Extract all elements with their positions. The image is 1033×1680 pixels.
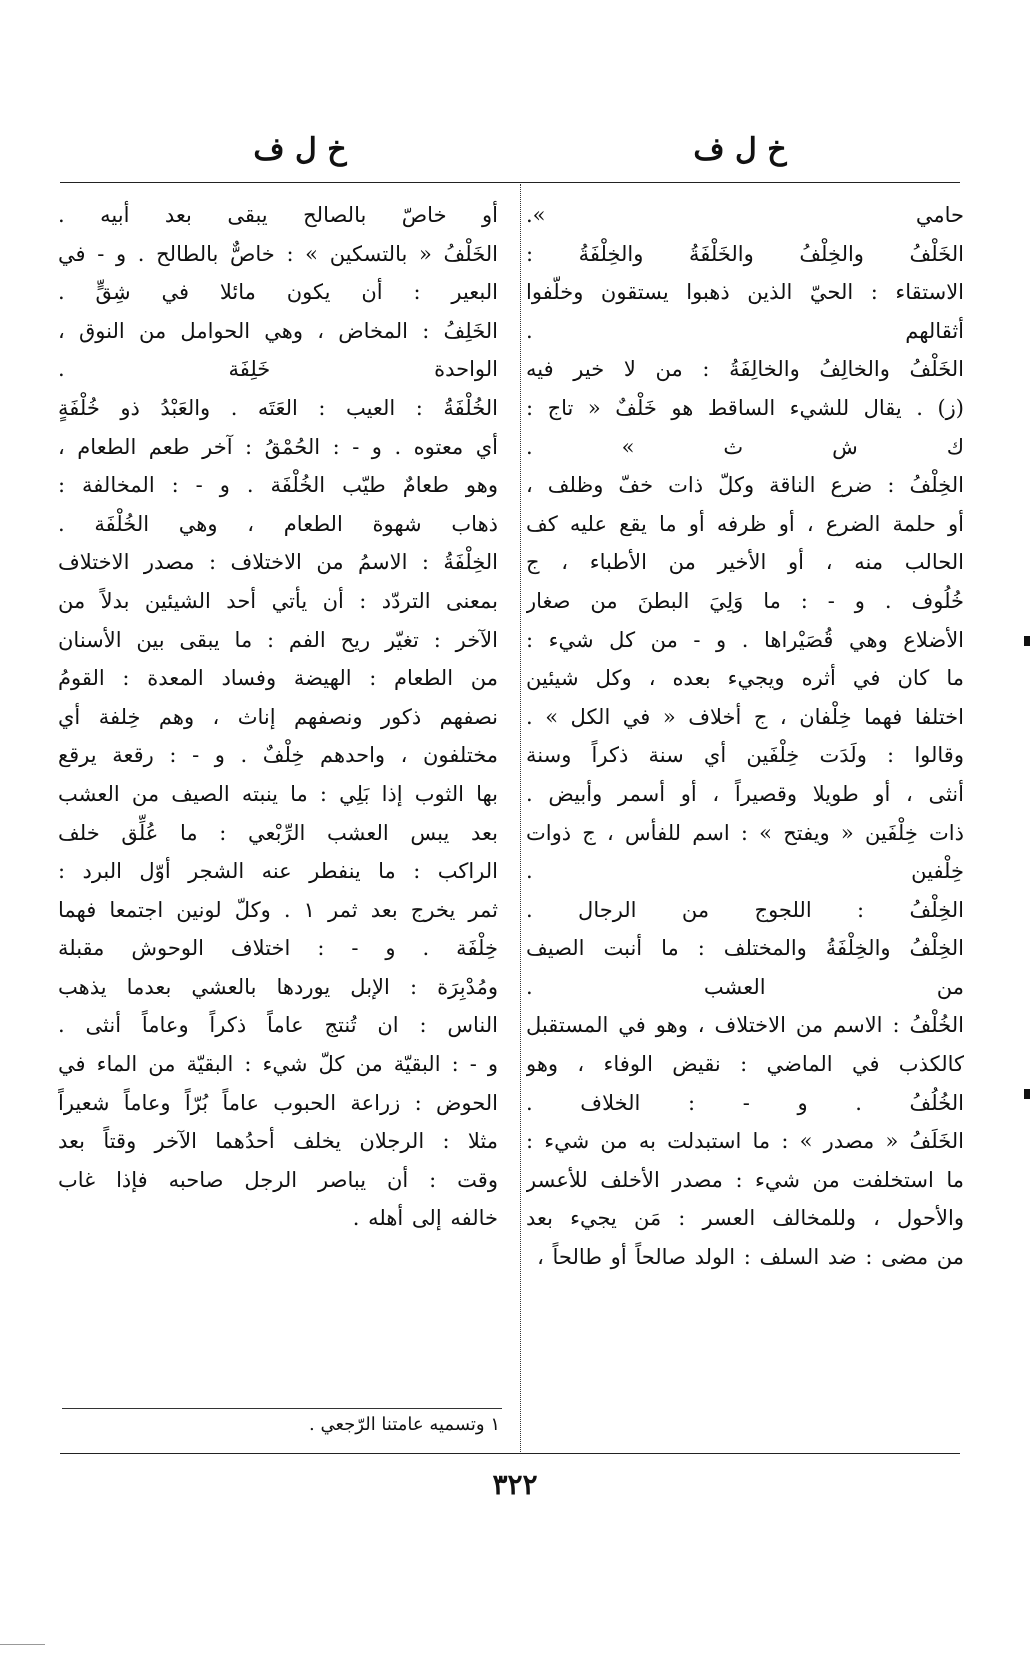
text-line: الخَلْفُ والخِلْفُ والخَلْفَةُ والخِلْفَةُ : [526,241,964,266]
text-line: الواحدة خَلِفَة . [58,357,498,382]
text-line: الأضلاع وهي قُصَيْراها . و - من كل شيء : [526,627,964,652]
text-line: خالفه إلى أهله . [352,1206,498,1231]
page-number: ٣٢٢ [492,1468,538,1501]
text-line: ثمر يخرج بعد ثمر ١ . وكلّ لونين اجتمعا فهما [58,897,498,922]
text-line: الخُلْفَةُ : العيب : العَتَه . والعَبْدُ ذو خُلْفَةٍ [58,395,498,420]
text-line: اختلفا فهما خِلْفان ، ج أخلاف « في الكل » . [526,704,964,729]
text-line: ذهاب شهوة الطعام ، وهي الخُلْفَة . [58,511,498,536]
footnote-rule [62,1408,502,1409]
text-line: أو خاصّ بالصالح يبقى بعد أبيه . [58,203,498,227]
text-line: مختلفون ، واحدهم خِلْفٌ . و - : رقعة يرقع [58,743,498,768]
text-line: ما كان في أثره ويجيء بعده ، وكل شيئين [526,666,964,691]
text-line: الخَلِفُ : المخاض ، وهي الحوامل من النوق ، [58,318,498,343]
text-line: الخِلْفُ : ضرع الناقة وكلّ ذات خفّ وظلف ، [526,473,964,498]
text-line: الحوض : زراعة الحبوب عاماً بُرّاً وعاماً شعيراً [58,1090,498,1115]
text-line: و - : البقيّة من كلّ شيء : البقيّة من الماء في [58,1052,498,1077]
text-line: الخَلْفُ « بالتسكين » : خاصٌّ بالطالح . و - في [58,241,498,266]
column-divider [520,184,521,1454]
text-line: وهو طعامٌ طيّب الخُلْفَة . و - : المخالفة : [58,473,498,498]
text-line: حامي ». [526,203,964,227]
text-line: بها الثوب إذا بَلِي : ما ينبته الصيف من العشب [58,781,498,806]
text-line: خِلْفَة . و - : اختلاف الوحوش مقبلة [58,936,498,961]
text-line: أنثى ، أو طويلا وقصيراً ، أو أسمر وأبيض . [526,781,964,806]
text-line: الآخر : تغيّر ريح الفم : ما يبقى بين الأسنان [58,627,498,652]
text-line: أو حلمة الضرع ، أو ظرفه أو ما يقع عليه كف [526,511,964,536]
text-line: أي معتوه . و - : الحُمْقُ : آخر طعم الطعام ، [58,434,498,459]
text-line: الخُلْفُ : الاسم من الاختلاف ، وهو في المستقبل [526,1013,964,1038]
text-line: ك ش ث » . [526,434,964,459]
text-line: بعد يبس العشب الرِّبْعي : ما عُلِّق خلف [58,820,498,845]
text-line: الحالب منه ، أو الأخير من الأطباء ، ج [526,550,964,575]
text-line: البعير : أن يكون مائلا في شِقٍّ . [58,280,498,305]
text-line: خُلُوف . و - : ما وَلِيَ البطنَ من صغار [526,588,964,613]
text-line: الخَلْفُ والخالِفُ والخالِفَةُ : من لا خير فيه [526,357,964,382]
page-header-root-right: خ ل ف [693,132,787,167]
footnote: ١ وتسميه عامتنا الرّجعي . [309,1414,500,1435]
text-line: الخِلْفُ والخِلْفَةُ والمختلف : ما أنبت الصيف [526,936,964,961]
text-line: الراكب : ما ينفطر عنه الشجر أوّل البرد : [58,859,498,884]
text-line: ومُدْبِرَة : الإبل يوردها بالعشي بعدما يذهب [58,974,498,999]
text-line: نصفهم ذكور ونصفهم إناث ، وهم خِلفة أي [58,704,498,729]
text-line: والأحول ، وللمخالف العسر : مَن يجيء بعد [526,1206,964,1231]
text-line: وقت : أن يباصر الرجل صاحبه فإذا غاب [58,1167,498,1192]
text-line: الخِلْفُ : اللجوج من الرجال . [526,897,964,922]
text-line: من الطعام : الهيضة وفساد المعدة : القومُ [58,666,498,691]
scan-edge-line [0,1644,45,1645]
left-column [58,196,498,1238]
text-line: بمعنى التردّد : أن يأتي أحد الشيئين بدلاً من [58,588,498,613]
scan-margin-mark [1024,1089,1030,1099]
text-line: ذات خِلْفَين « ويفتح » : اسم للفأس ، ج ذوات [526,820,964,845]
text-line: من العشب . [526,974,964,999]
scan-margin-mark [1024,636,1030,646]
text-line: الاستقاء : الحيّ الذين ذهبوا يستقون وخلّفوا [526,280,964,305]
footer-rule [60,1453,960,1454]
text-line: كالكذب في الماضي : نقيض الوفاء ، وهو [526,1052,964,1077]
text-line: الناس : ان تُنتج عاماً ذكراً وعاماً أنثى . [58,1013,498,1038]
text-line: الخُلُفُ . و - : الخلاف . [526,1090,964,1115]
text-line: وقالوا : ولَدَت خِلْفَين أي سنة ذكراً وسنة [526,743,964,768]
text-line: الخَلَفُ « مصدر » : ما استبدلت به من شيء : [526,1129,964,1154]
header-rule [60,182,960,183]
text-line: مثلا : الرجلان يخلف أحدُهما الآخر وقتاً بعد [58,1129,498,1154]
text-line: من مضى : ضد السلف : الولد صالحاً أو طالحاً ، [537,1245,964,1270]
text-line: خِلْفين . [526,859,964,884]
text-line: (ز) . يقال للشيء الساقط هو خَلْفٌ « تاج : [526,395,964,420]
text-line: ما استخلفت من شيء : مصدر الأخلف للأعسر [526,1167,964,1192]
right-column [526,196,964,1277]
page-header-root-left: خ ل ف [253,132,347,167]
text-line: أثقالهم . [526,318,964,343]
text-line: الخِلْفَةُ : الاسمُ من الاختلاف : مصدر الاختلاف [58,550,498,575]
